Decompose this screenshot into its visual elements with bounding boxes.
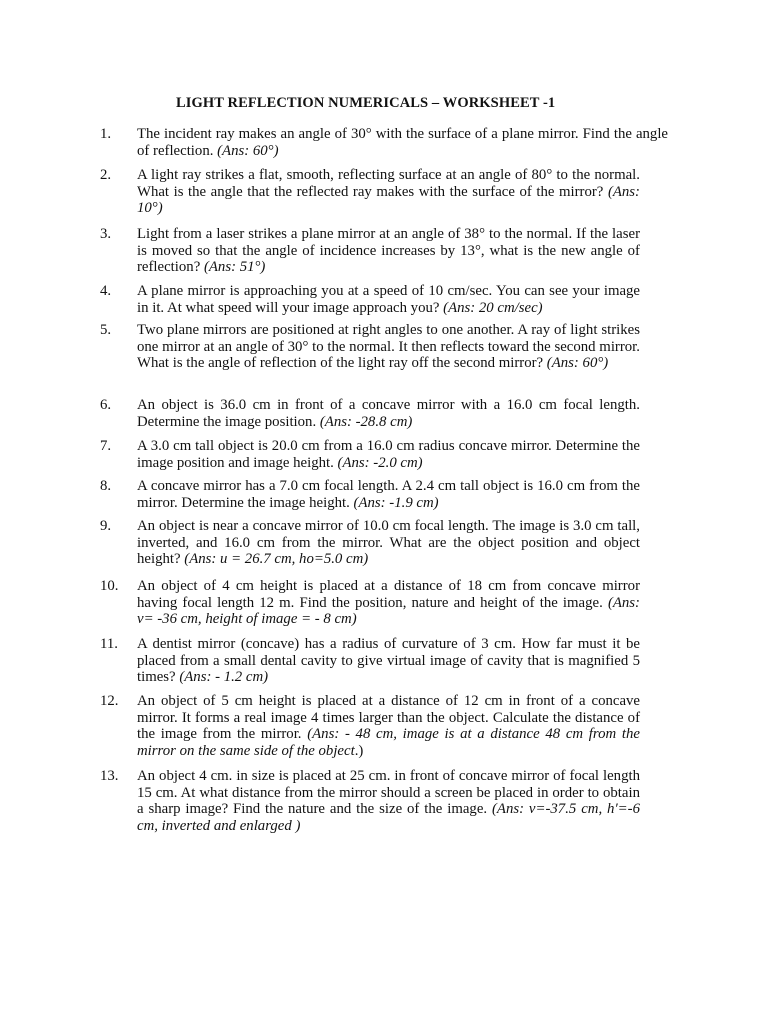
question-8 bbox=[100, 478, 640, 511]
question-text: Two plane mirrors are positioned at right angles to one another. A ray of light strikes one mirror at an angle of 30° to the normal. It then reflects toward the second mirror. What is the angle of reflection of the light ray off the second mirror? (Ans: 60°) bbox=[137, 322, 640, 371]
question-text: A dentist mirror (concave) has a radius of curvature of 3 cm. How far must it be placed from a small dental cavity to give virtual image of cavity that is magnified 5 times? (Ans: - 1.2 cm) bbox=[137, 636, 640, 685]
answer: (Ans: - 1.2 cm) bbox=[179, 669, 269, 685]
question-text: An object is 36.0 cm in front of a concave mirror with a 16.0 cm focal length. Determine the image position. (Ans: -28.8 cm) bbox=[137, 397, 640, 430]
question-text: An object is near a concave mirror of 10.0 cm focal length. The image is 3.0 cm tall, inverted, and 16.0 cm from the mirror. What are the object position and object height? (Ans: u = 26.7 cm, ho=5.0 cm) bbox=[137, 518, 640, 567]
question-9 bbox=[100, 518, 640, 568]
answer: (Ans: 20 cm/sec) bbox=[443, 299, 543, 316]
question-number: 9. bbox=[100, 518, 112, 534]
answer: (Ans: v=-37.5 cm, h′=-6 cm, inverted and enlarged ) bbox=[137, 801, 640, 834]
question-text: Light from a laser strikes a plane mirror at an angle of 38° to the normal. If the laser is moved so that the angle of incidence increases by 13°, what is the new angle of reflection? (Ans: 51°) bbox=[137, 226, 640, 275]
question-text: An object of 5 cm height is placed at a distance of 12 cm in front of a concave mirror. It forms a real image 4 times larger than the object. Calculate the distance of the image from the mirror. (Ans: - 48 cm, image is at a distance 48 cm from the mirror on the same side of the object.) bbox=[137, 693, 640, 759]
question-number: 4. bbox=[100, 283, 112, 299]
question-6 bbox=[100, 397, 640, 430]
answer: (Ans: - 48 cm, image is at a distance 48 cm from the mirror on the same side of the object bbox=[137, 726, 640, 759]
question-3 bbox=[100, 226, 640, 276]
question-text: A light ray strikes a flat, smooth, reflecting surface at an angle of 80° to the normal. What is the angle that the reflected ray makes with the surface of the mirror? (Ans: 10°) bbox=[137, 167, 640, 216]
answer: (Ans: -1.9 cm) bbox=[353, 494, 439, 511]
question-1 bbox=[100, 126, 668, 159]
question-5 bbox=[100, 322, 640, 372]
question-13 bbox=[100, 768, 640, 834]
question-text: An object of 4 cm height is placed at a distance of 18 cm from concave mirror having focal length 12 m. Find the position, nature and height of the image. (Ans: v= -36 cm, height of image = - 8 cm) bbox=[137, 578, 640, 627]
question-number: 8. bbox=[100, 478, 112, 494]
question-number: 13. bbox=[100, 768, 119, 784]
question-7 bbox=[100, 438, 640, 471]
answer: (Ans: 10°) bbox=[137, 183, 640, 216]
question-text: A 3.0 cm tall object is 20.0 cm from a 16.0 cm radius concave mirror. Determine the image position and image height. (Ans: -2.0 cm) bbox=[137, 438, 640, 471]
question-number: 10. bbox=[100, 578, 119, 594]
question-number: 3. bbox=[100, 226, 112, 242]
question-12 bbox=[100, 693, 640, 759]
answer: (Ans: -28.8 cm) bbox=[319, 413, 413, 430]
question-number: 2. bbox=[100, 167, 112, 183]
question-2 bbox=[100, 167, 640, 217]
answer: (Ans: 51°) bbox=[203, 259, 266, 275]
answer: (Ans: -2.0 cm) bbox=[337, 454, 423, 471]
question-11 bbox=[100, 636, 640, 686]
question-text: A plane mirror is approaching you at a speed of 10 cm/sec. You can see your image in it. At what speed will your image approach you? (Ans: 20 cm/sec) bbox=[137, 283, 640, 316]
question-text: An object 4 cm. in size is placed at 25 cm. in front of concave mirror of focal length 15 cm. At what distance from the mirror should a screen be placed in order to obtain a sharp image? Find the nature and the size of the image. (Ans: v=-37.5 cm, h′=-6 cm, inverted and enlarged ) bbox=[137, 768, 640, 834]
question-number: 1. bbox=[100, 126, 112, 142]
question-text: A concave mirror has a 7.0 cm focal length. A 2.4 cm tall object is 16.0 cm from the mirror. Determine the image height. (Ans: -1.9 cm) bbox=[137, 478, 640, 511]
answer: (Ans: v= -36 cm, height of image = - 8 cm) bbox=[137, 594, 640, 627]
question-number: 12. bbox=[100, 693, 119, 709]
question-number: 7. bbox=[100, 438, 112, 454]
question-number: 11. bbox=[100, 636, 118, 652]
question-10 bbox=[100, 578, 640, 628]
answer: (Ans: 60°) bbox=[546, 355, 609, 371]
answer: (Ans: 60°) bbox=[217, 142, 279, 159]
question-number: 6. bbox=[100, 397, 112, 413]
worksheet-title: LIGHT REFLECTION NUMERICALS – WORKSHEET -1 bbox=[176, 95, 556, 111]
answer: (Ans: u = 26.7 cm, ho=5.0 cm) bbox=[184, 551, 369, 567]
question-number: 5. bbox=[100, 322, 112, 338]
question-4 bbox=[100, 283, 640, 316]
question-text: The incident ray makes an angle of 30° with the surface of a plane mirror. Find the angle of reflection. (Ans: 60°) bbox=[137, 126, 668, 159]
